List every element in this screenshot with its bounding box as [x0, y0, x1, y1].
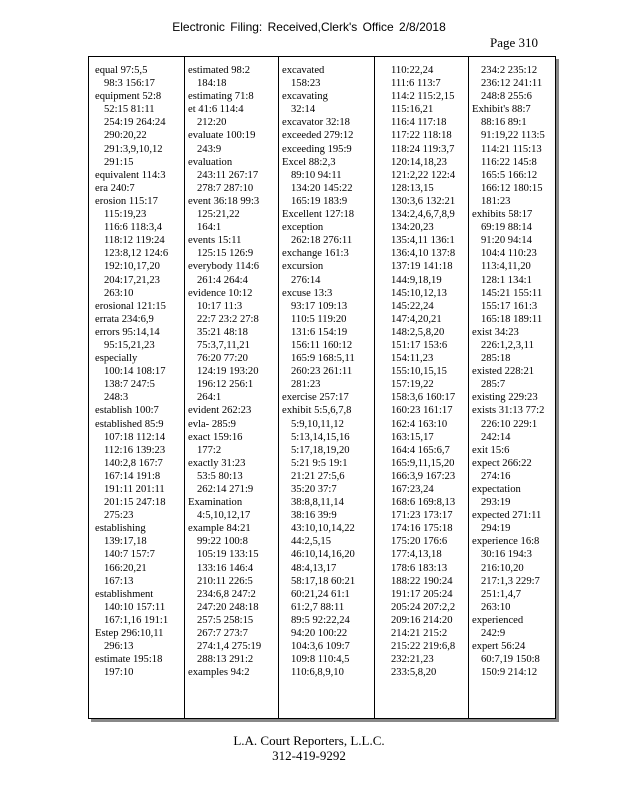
index-page-refs: 242:14 [481, 431, 511, 443]
index-page-refs: 164:1 [197, 222, 222, 234]
index-page-refs: 275:23 [104, 510, 134, 522]
word-index-table [88, 56, 556, 719]
index-page-refs: 5:9,10,11,12 [291, 418, 344, 430]
column-divider [184, 57, 185, 718]
index-page-refs: 100:14 108:17 [104, 366, 166, 378]
index-page-refs: 234:2 235:12 [481, 65, 538, 76]
index-page-refs: 89:5 92:22,24 [291, 614, 350, 626]
index-page-refs: 154:11,23 [391, 353, 434, 365]
index-page-refs: 104:3,6 109:7 [291, 641, 350, 653]
index-entry: exercise 257:17 [282, 392, 349, 404]
index-page-refs: 192:10,17,20 [104, 261, 160, 273]
index-page-refs: 110:6,8,9,10 [291, 667, 344, 679]
index-page-refs: 5:17,18,19,20 [291, 444, 350, 456]
index-page-refs: 5:21 9:5 19:1 [291, 457, 348, 469]
index-page-refs: 76:20 77:20 [197, 353, 248, 365]
index-entry: experience 16:8 [472, 536, 540, 548]
index-page-refs: 145:22,24 [391, 300, 434, 312]
index-page-refs: 134:20 145:22 [291, 182, 353, 194]
index-page-refs: 93:17 109:13 [291, 300, 348, 312]
index-entry: exhibit 5:5,6,7,8 [282, 405, 352, 417]
index-page-refs: 21:21 27:5,6 [291, 470, 345, 482]
index-page-refs: 165:9 168:5,11 [291, 353, 355, 365]
index-page-refs: 110:22,24 [391, 65, 434, 76]
index-entry: excavating [282, 91, 328, 103]
index-page-refs: 94:20 100:22 [291, 628, 348, 640]
index-page-refs: 285:7 [481, 379, 506, 391]
index-entry: expert 56:24 [472, 641, 526, 653]
index-page-refs: 44:2,5,15 [291, 536, 332, 548]
index-page-refs: 35:21 48:18 [197, 326, 248, 338]
index-page-refs: 58:17,18 60:21 [291, 575, 356, 587]
index-entry: exceeded 279:12 [282, 130, 354, 142]
index-page-refs: 281:23 [291, 379, 321, 391]
index-entry: existing 229:23 [472, 392, 538, 404]
index-entry: exceeding 195:9 [282, 143, 352, 155]
index-page-refs: 75:3,7,11,21 [197, 339, 250, 351]
index-page-refs: 140:7 157:7 [104, 549, 155, 561]
index-page-refs: 121:2,22 122:4 [391, 169, 456, 181]
index-entry: expectation [472, 484, 521, 495]
index-page-refs: 165:19 183:9 [291, 195, 348, 207]
index-page-refs: 209:16 214:20 [391, 614, 453, 626]
index-page-refs: 264:1 [197, 392, 222, 404]
index-page-refs: 191:11 201:11 [104, 484, 165, 495]
index-entry: Excellent 127:18 [282, 209, 355, 221]
index-page-refs: 167:13 [104, 575, 134, 587]
index-page-refs: 104:4 110:23 [481, 248, 537, 260]
index-page-refs: 242:9 [481, 628, 506, 640]
index-page-refs: 157:19,22 [391, 379, 434, 391]
index-page-refs: 151:17 153:6 [391, 339, 448, 351]
index-page-refs: 236:12 241:11 [481, 78, 543, 90]
index-page-refs: 116:6 118:3,4 [104, 222, 163, 234]
index-page-refs: 123:8,12 124:6 [104, 248, 169, 260]
reporter-company: L.A. Court Reporters, L.L.C. [233, 733, 385, 748]
index-entry: expect 266:22 [472, 457, 532, 469]
index-entry: erosional 121:15 [95, 300, 166, 312]
index-page-refs: 114:2 115:2,15 [391, 91, 455, 103]
index-column-4 [382, 64, 474, 679]
index-page-refs: 254:19 264:24 [104, 117, 166, 129]
index-page-refs: 162:4 163:10 [391, 418, 448, 430]
index-page-refs: 165:18 189:11 [481, 313, 543, 325]
reporter-phone: 312-419-9292 [272, 748, 346, 763]
index-page-refs: 210:11 226:5 [197, 575, 253, 587]
index-page-refs: 38:8,8,11,14 [291, 497, 344, 509]
index-entry: evaluate 100:19 [188, 130, 256, 142]
index-page-refs: 115:19,23 [104, 209, 147, 221]
column-divider [468, 57, 469, 718]
index-page-refs: 131:6 154:19 [291, 326, 348, 338]
index-page-refs: 145:21 155:11 [481, 287, 543, 299]
index-entry: equipment 52:8 [95, 91, 162, 103]
index-entry: et 41:6 114:4 [188, 104, 244, 116]
index-page-refs: 214:21 215:2 [391, 628, 448, 640]
index-page-refs: 262:14 271:9 [197, 484, 254, 495]
index-page-refs: 145:10,12,13 [391, 287, 447, 299]
index-page-refs: 60:21,24 61:1 [291, 588, 350, 600]
index-entry: errata 234:6,9 [95, 313, 154, 325]
index-entry: evidence 10:12 [188, 287, 253, 299]
index-page-refs: 22:7 23:2 27:8 [197, 313, 259, 325]
index-entry: excursion [282, 261, 324, 273]
index-page-refs: 89:10 94:11 [291, 169, 342, 181]
index-entry: erosion 115:17 [95, 195, 158, 207]
index-page-refs: 293:19 [481, 497, 511, 509]
index-entry: existed 228:21 [472, 366, 535, 378]
index-page-refs: 278:7 287:10 [197, 182, 254, 194]
index-entry: events 15:11 [188, 235, 242, 247]
index-page-refs: 144:9,18,19 [391, 274, 442, 286]
index-column-1 [95, 64, 187, 679]
index-page-refs: 125:15 126:9 [197, 248, 254, 260]
index-page-refs: 5:13,14,15,16 [291, 431, 350, 443]
index-page-refs: 167:14 191:8 [104, 470, 161, 482]
index-page-refs: 116:22 145:8 [481, 156, 537, 168]
index-entry: equivalent 114:3 [95, 169, 166, 181]
index-page-refs: 274:16 [481, 470, 511, 482]
index-page-refs: 120:14,18,23 [391, 156, 447, 168]
index-page-refs: 243:9 [197, 143, 222, 155]
index-page-refs: 251:1,4,7 [481, 588, 522, 600]
index-entry: exact 159:16 [188, 431, 243, 443]
index-page-refs: 91:20 94:14 [481, 235, 532, 247]
index-page-refs: 30:16 194:3 [481, 549, 532, 561]
index-page-refs: 136:4,10 137:8 [391, 248, 456, 260]
index-page-refs: 158:23 [291, 78, 321, 90]
index-page-refs: 140:10 157:11 [104, 601, 166, 613]
index-page-refs: 165:9,11,15,20 [391, 457, 455, 469]
index-page-refs: 118:24 119:3,7 [391, 143, 455, 155]
index-entry: evident 262:23 [188, 405, 252, 417]
index-page-refs: 38:16 39:9 [291, 510, 337, 522]
index-page-refs: 205:24 207:2,2 [391, 601, 456, 613]
index-page-refs: 118:12 119:24 [104, 235, 165, 247]
index-page-refs: 261:4 264:4 [197, 274, 248, 286]
index-entry: era 240:7 [95, 182, 135, 194]
index-entry: examples 94:2 [188, 667, 250, 679]
index-page-refs: 155:17 161:3 [481, 300, 538, 312]
index-entry: evaluation [188, 156, 233, 168]
index-page-refs: 248:3 [104, 392, 129, 404]
index-page-refs: 263:10 [104, 287, 134, 299]
index-page-refs: 164:4 165:6,7 [391, 444, 450, 456]
index-page-refs: 60:7,19 150:8 [481, 654, 540, 666]
index-entry: Exhibit's 88:7 [472, 104, 531, 116]
index-page-refs: 138:7 247:5 [104, 379, 155, 391]
index-page-refs: 174:16 175:18 [391, 523, 453, 535]
index-page-refs: 226:1,2,3,11 [481, 339, 534, 351]
index-page-refs: 291:15 [104, 156, 134, 168]
index-page-refs: 201:15 247:18 [104, 497, 166, 509]
index-page-refs: 188:22 190:24 [391, 575, 453, 587]
index-entry: exit 15:6 [472, 444, 510, 456]
index-entry: exist 34:23 [472, 326, 519, 338]
index-page-refs: 114:21 115:13 [481, 143, 542, 155]
index-page-refs: 175:20 176:6 [391, 536, 448, 548]
filing-stamp: Electronic Filing: Received,Clerk's Office 2/8/2018 [172, 20, 446, 34]
index-page-refs: 248:8 255:6 [481, 91, 532, 103]
index-entry: exchange 161:3 [282, 248, 349, 260]
index-page-refs: 276:14 [291, 274, 321, 286]
index-column-5 [472, 64, 564, 679]
index-page-refs: 171:23 173:17 [391, 510, 453, 522]
index-page-refs: 116:4 117:18 [391, 117, 447, 129]
index-page-refs: 234:6,8 247:2 [197, 588, 256, 600]
index-page-refs: 165:5 166:12 [481, 169, 538, 181]
index-page-refs: 178:6 183:13 [391, 562, 448, 574]
index-page-refs: 46:10,14,16,20 [291, 549, 355, 561]
index-entry: establishing [95, 523, 146, 535]
index-page-refs: 125:21,22 [197, 209, 240, 221]
index-page-refs: 115:16,21 [391, 104, 434, 116]
index-entry: estimated 98:2 [188, 65, 251, 76]
index-page-refs: 69:19 88:14 [481, 222, 532, 234]
index-page-refs: 133:16 146:4 [197, 562, 254, 574]
index-page-refs: 61:2,7 88:11 [291, 601, 345, 613]
index-page-refs: 99:22 100:8 [197, 536, 248, 548]
index-page-refs: 155:10,15,15 [391, 366, 447, 378]
index-page-refs: 212:20 [197, 117, 227, 129]
index-page-refs: 107:18 112:14 [104, 431, 166, 443]
index-page-refs: 134:20,23 [391, 222, 434, 234]
index-page-refs: 247:20 248:18 [197, 601, 259, 613]
index-page-refs: 137:19 141:18 [391, 261, 453, 273]
index-page-refs: 166:12 180:15 [481, 182, 543, 194]
index-page-refs: 160:23 161:17 [391, 405, 453, 417]
index-page-refs: 233:5,8,20 [391, 667, 437, 679]
index-page-refs: 124:19 193:20 [197, 366, 259, 378]
index-entry: especially [95, 353, 138, 365]
index-entry: evla- 285:9 [188, 418, 236, 430]
index-page-refs: 52:15 81:11 [104, 104, 155, 116]
index-page-refs: 156:11 160:12 [291, 339, 353, 351]
index-page-refs: 184:18 [197, 78, 227, 90]
index-page-refs: 167:1,16 191:1 [104, 614, 169, 626]
index-page-refs: 158:3,6 160:17 [391, 392, 456, 404]
index-entry: estimate 195:18 [95, 654, 163, 666]
index-page-refs: 117:22 118:18 [391, 130, 452, 142]
index-page-refs: 296:13 [104, 641, 134, 653]
index-entry: Estep 296:10,11 [95, 628, 164, 640]
index-entry: exactly 31:23 [188, 457, 246, 469]
index-page-refs: 105:19 133:15 [197, 549, 259, 561]
index-page-refs: 262:18 276:11 [291, 235, 353, 247]
index-page-refs: 150:9 214:12 [481, 667, 538, 679]
index-page-refs: 260:23 261:11 [291, 366, 353, 378]
index-page-refs: 177:2 [197, 444, 222, 456]
index-page-refs: 4:5,10,12,17 [197, 510, 251, 522]
index-page-refs: 48:4,13,17 [291, 562, 337, 574]
index-entry: estimating 71:8 [188, 91, 254, 103]
index-page-refs: 216:10,20 [481, 562, 524, 574]
index-page-refs: 140:2,8 167:7 [104, 457, 163, 469]
index-page-refs: 177:4,13,18 [391, 549, 442, 561]
index-entry: errors 95:14,14 [95, 326, 160, 338]
index-page-refs: 111:6 113:7 [391, 78, 441, 90]
index-page-refs: 196:12 256:1 [197, 379, 254, 391]
index-entry: example 84:21 [188, 523, 251, 535]
index-page-refs: 98:3 156:17 [104, 78, 155, 90]
index-page-refs: 232:21,23 [391, 654, 434, 666]
index-page-refs: 166:3,9 167:23 [391, 470, 456, 482]
index-page-refs: 181:23 [481, 195, 511, 207]
index-page-refs: 113:4,11,20 [481, 261, 531, 273]
index-page-refs: 163:15,17 [391, 431, 434, 443]
index-page-refs: 274:1,4 275:19 [197, 641, 262, 653]
index-page-refs: 109:8 110:4,5 [291, 654, 350, 666]
index-page-refs: 95:15,21,23 [104, 339, 155, 351]
index-page-refs: 217:1,3 229:7 [481, 575, 540, 587]
index-entry: establish 100:7 [95, 405, 159, 417]
index-entry: Examination [188, 497, 243, 509]
index-page-refs: 128:1 134:1 [481, 274, 532, 286]
index-entry: exhibits 58:17 [472, 209, 533, 221]
index-page-refs: 10:17 11:3 [197, 300, 243, 312]
index-page-refs: 243:11 267:17 [197, 169, 259, 181]
index-page-refs: 197:10 [104, 667, 134, 679]
index-entry: exists 31:13 77:2 [472, 405, 545, 417]
page-number: Page 310 [489, 35, 538, 50]
index-entry: excuse 13:3 [282, 287, 333, 299]
index-page-refs: 168:6 169:8,13 [391, 497, 456, 509]
index-entry: equal 97:5,5 [95, 65, 148, 76]
index-page-refs: 191:17 205:24 [391, 588, 453, 600]
column-divider [278, 57, 279, 718]
index-page-refs: 88:16 89:1 [481, 117, 527, 129]
index-page-refs: 204:17,21,23 [104, 274, 160, 286]
index-entry: excavated [282, 65, 325, 76]
index-page-refs: 285:18 [481, 353, 511, 365]
index-page-refs: 167:23,24 [391, 484, 434, 495]
index-page-refs: 53:5 80:13 [197, 470, 243, 482]
index-entry: Excel 88:2,3 [282, 156, 336, 168]
index-page-refs: 91:19,22 113:5 [481, 130, 545, 142]
index-entry: experienced [472, 614, 524, 626]
index-entry: establishment [95, 588, 154, 600]
index-page-refs: 226:10 229:1 [481, 418, 538, 430]
index-page-refs: 215:22 219:6,8 [391, 641, 456, 653]
index-page-refs: 290:20,22 [104, 130, 147, 142]
index-entry: everybody 114:6 [188, 261, 260, 273]
index-page-refs: 35:20 37:7 [291, 484, 337, 495]
index-page-refs: 130:3,6 132:21 [391, 195, 456, 207]
index-entry: expected 271:11 [472, 510, 542, 522]
index-page-refs: 112:16 139:23 [104, 444, 166, 456]
index-column-2 [188, 64, 280, 679]
index-page-refs: 166:20,21 [104, 562, 147, 574]
index-page-refs: 110:5 119:20 [291, 313, 347, 325]
index-page-refs: 148:2,5,8,20 [391, 326, 445, 338]
index-entry: excavator 32:18 [282, 117, 350, 129]
index-page-refs: 43:10,10,14,22 [291, 523, 355, 535]
column-divider [374, 57, 375, 718]
index-entry: established 85:9 [95, 418, 164, 430]
index-entry: exception [282, 222, 324, 234]
index-page-refs: 294:19 [481, 523, 511, 535]
index-page-refs: 128:13,15 [391, 182, 434, 194]
index-page-refs: 139:17,18 [104, 536, 147, 548]
index-page-refs: 288:13 291:2 [197, 654, 254, 666]
index-page-refs: 257:5 258:15 [197, 614, 254, 626]
index-page-refs: 134:2,4,6,7,8,9 [391, 209, 455, 221]
index-page-refs: 263:10 [481, 601, 511, 613]
index-page-refs: 32:14 [291, 104, 316, 116]
index-page-refs: 267:7 273:7 [197, 628, 248, 640]
index-page-refs: 291:3,9,10,12 [104, 143, 163, 155]
index-page-refs: 147:4,20,21 [391, 313, 442, 325]
index-entry: event 36:18 99:3 [188, 195, 260, 207]
index-page-refs: 135:4,11 136:1 [391, 235, 455, 247]
footer [0, 733, 618, 763]
index-column-3 [282, 64, 374, 679]
